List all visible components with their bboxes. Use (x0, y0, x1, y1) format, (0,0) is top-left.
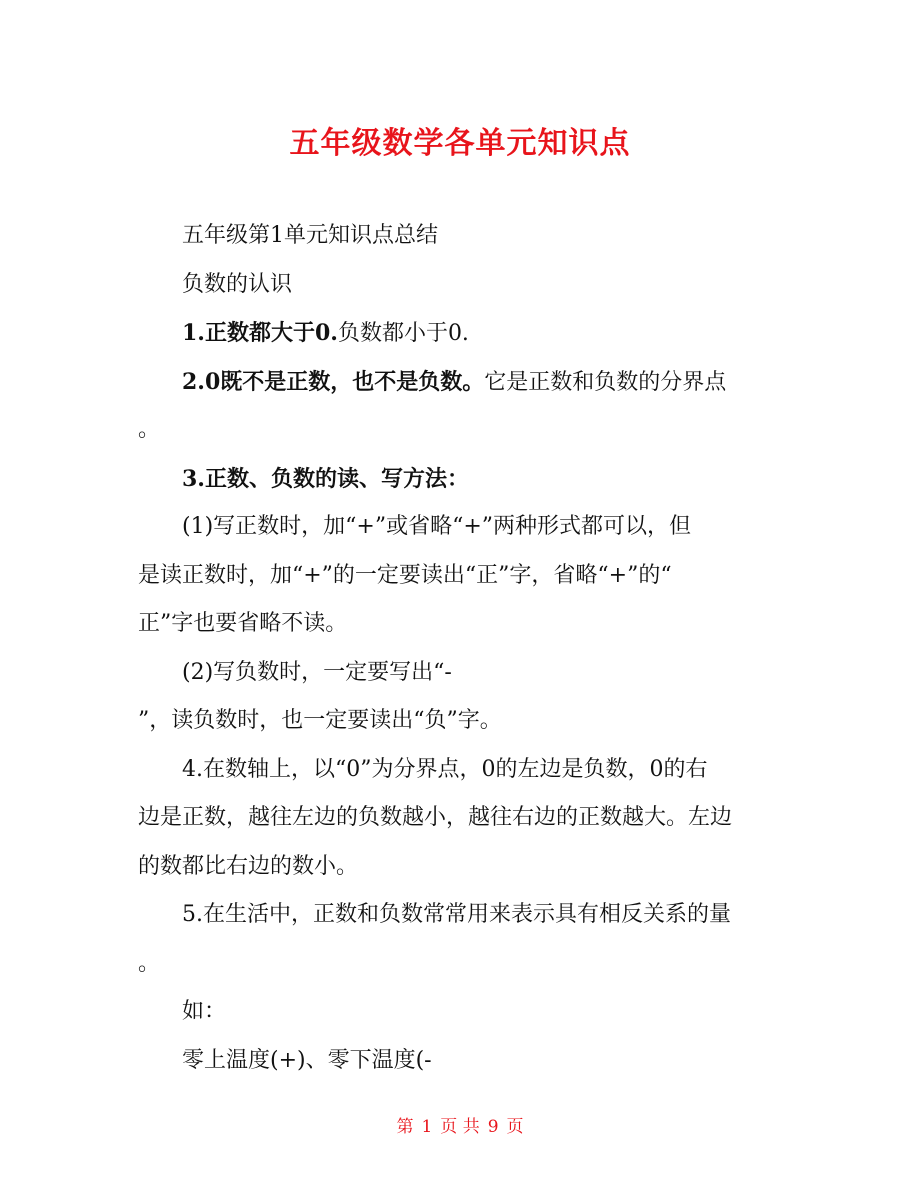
point-1-bold: 1.正数都大于0. (182, 320, 338, 346)
footer-prefix: 第 (396, 1117, 414, 1137)
section-heading: 五年级第1单元知识点总结 (182, 223, 438, 248)
point-3-heading: 3.正数、负数的读、写方法： (182, 465, 469, 492)
point-2-continued: 。 (138, 417, 161, 442)
point-3-item-2-line-2: ”，读负数时，也一定要读出“负”字。 (138, 708, 502, 733)
footer-middle: 页 共 (440, 1117, 480, 1137)
footer-suffix: 页 (506, 1117, 524, 1137)
point-1-text: 负数都小于0. (337, 321, 469, 346)
footer-page-number: 1 (421, 1117, 433, 1137)
document-body (138, 212, 782, 1085)
footer-total-pages: 9 (487, 1117, 499, 1137)
point-1 (138, 309, 782, 358)
point-3-item-1-line-3: 正”字也要省略不读。 (138, 611, 348, 636)
point-5-line-2: 。 (138, 950, 161, 976)
point-5-line-1: 5.在生活中，正数和负数常常用来表示具有相反关系的量 (182, 902, 731, 927)
document-title: 五年级数学各单元知识点 (289, 126, 631, 161)
point-2-bold: 2.0既不是正数，也不是负数。 (182, 368, 485, 395)
page-footer (0, 1112, 920, 1137)
point-4-line-2: 边是正数，越往左边的负数越小，越往右边的正数越大。左边 (138, 805, 733, 830)
point-2 (138, 358, 782, 407)
point-4-line-3: 的数都比右边的数小。 (138, 853, 359, 879)
point-2-text: 它是正数和负数的分界点 (484, 369, 727, 395)
point-3-item-1-line-2: 是读正数时，加“+”的一定要读出“正”字，省略“+”的“ (138, 562, 672, 588)
example-label: 如： (182, 999, 227, 1024)
point-3-item-2-line-1: (2)写负数时，一定要写出“- (182, 659, 452, 685)
subsection-heading: 负数的认识 (182, 271, 293, 297)
point-3-item-1-line-1: (1)写正数时，加“+”或省略“+”两种形式都可以，但 (182, 514, 692, 539)
example-line: 零上温度(+)、零下温度(- (182, 1047, 432, 1073)
point-4-line-1: 4.在数轴上，以“0”为分界点，0的左边是负数，0的右 (182, 756, 708, 782)
